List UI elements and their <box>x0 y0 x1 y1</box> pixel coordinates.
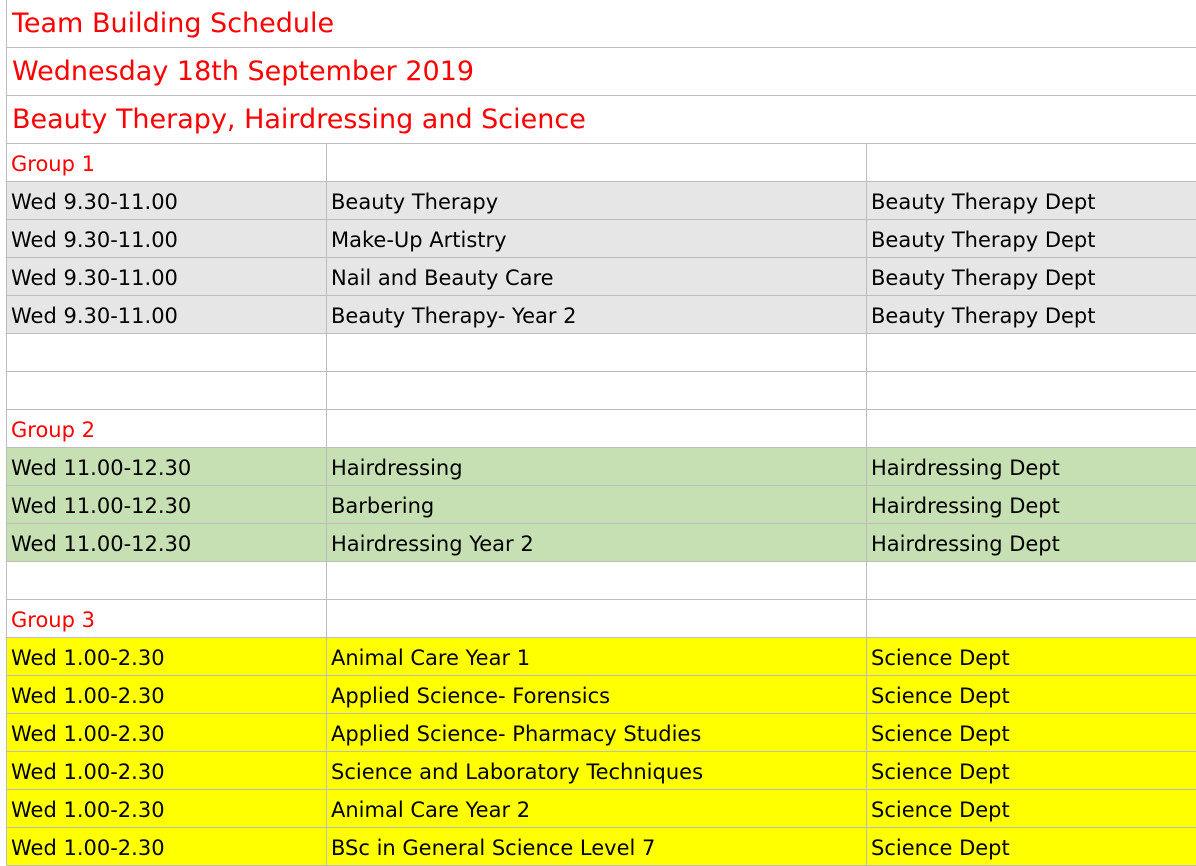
group-header-row <box>7 144 1196 182</box>
time-cell: Wed 1.00-2.30 <box>7 790 327 827</box>
course-cell: Beauty Therapy- Year 2 <box>327 296 867 333</box>
table-row <box>7 714 1196 752</box>
time-cell: Wed 9.30-11.00 <box>7 296 327 333</box>
course-cell: Hairdressing <box>327 448 867 485</box>
department-cell: Science Dept <box>871 798 1010 822</box>
course-cell <box>327 144 867 181</box>
schedule-departments: Beauty Therapy, Hairdressing and Science <box>7 96 1196 144</box>
time-cell: Wed 9.30-11.00 <box>7 220 327 257</box>
department-cell: Science Dept <box>871 646 1010 670</box>
department-cell: Science Dept <box>871 836 1010 860</box>
department-cell <box>867 600 1196 637</box>
schedule-sheet <box>6 0 1196 866</box>
department-cell: Beauty Therapy Dept <box>871 266 1096 290</box>
time-cell: Wed 1.00-2.30 <box>7 638 327 675</box>
course-cell <box>327 334 867 371</box>
table-row <box>7 524 1196 562</box>
department-cell <box>867 410 1196 447</box>
department-cell: Science Dept <box>871 722 1010 746</box>
time-cell <box>7 372 327 409</box>
time-cell: Wed 11.00-12.30 <box>7 486 327 523</box>
department-cell: Beauty Therapy Dept <box>871 304 1096 328</box>
course-cell: Nail and Beauty Care <box>327 258 867 295</box>
time-cell: Wed 11.00-12.30 <box>7 448 327 485</box>
time-cell: Wed 9.30-11.00 <box>7 258 327 295</box>
course-cell: Make-Up Artistry <box>327 220 867 257</box>
course-cell: Applied Science- Pharmacy Studies <box>327 714 867 751</box>
department-cell: Hairdressing Dept <box>871 456 1060 480</box>
department-cell: Hairdressing Dept <box>871 532 1060 556</box>
course-cell: Animal Care Year 1 <box>327 638 867 675</box>
time-cell: Wed 1.00-2.30 <box>7 676 327 713</box>
course-cell: Animal Care Year 2 <box>327 790 867 827</box>
schedule-title: Team Building Schedule <box>7 0 1196 48</box>
course-cell: Beauty Therapy <box>327 182 867 219</box>
course-cell <box>327 410 867 447</box>
table-row <box>7 790 1196 828</box>
group-header-row <box>7 410 1196 448</box>
table-row <box>7 676 1196 714</box>
time-cell <box>7 334 327 371</box>
table-row <box>7 182 1196 220</box>
course-cell: Barbering <box>327 486 867 523</box>
schedule-date: Wednesday 18th September 2019 <box>7 48 1196 96</box>
time-cell: Wed 1.00-2.30 <box>7 828 327 865</box>
course-cell: Hairdressing Year 2 <box>327 524 867 561</box>
table-row <box>7 258 1196 296</box>
time-cell: Wed 9.30-11.00 <box>7 182 327 219</box>
group-label: Group 1 <box>7 144 327 181</box>
empty-row <box>7 372 1196 410</box>
course-cell: Science and Laboratory Techniques <box>327 752 867 789</box>
department-cell: Science Dept <box>871 684 1010 708</box>
time-cell <box>7 562 327 599</box>
group-header-row <box>7 600 1196 638</box>
table-row <box>7 752 1196 790</box>
course-cell: Applied Science- Forensics <box>327 676 867 713</box>
table-row <box>7 296 1196 334</box>
table-row <box>7 448 1196 486</box>
table-row <box>7 828 1196 866</box>
course-cell <box>327 562 867 599</box>
empty-row <box>7 562 1196 600</box>
department-cell <box>867 562 1196 599</box>
course-cell <box>327 372 867 409</box>
department-cell <box>867 334 1196 371</box>
course-cell <box>327 600 867 637</box>
empty-row <box>7 334 1196 372</box>
department-cell: Beauty Therapy Dept <box>871 228 1096 252</box>
department-cell <box>867 372 1196 409</box>
course-cell: BSc in General Science Level 7 <box>327 828 867 865</box>
table-row <box>7 486 1196 524</box>
department-cell: Beauty Therapy Dept <box>871 190 1096 214</box>
time-cell: Wed 1.00-2.30 <box>7 714 327 751</box>
table-row <box>7 638 1196 676</box>
time-cell: Wed 11.00-12.30 <box>7 524 327 561</box>
department-cell <box>867 144 1196 181</box>
table-row <box>7 220 1196 258</box>
group-label: Group 3 <box>7 600 327 637</box>
department-cell: Hairdressing Dept <box>871 494 1060 518</box>
department-cell: Science Dept <box>871 760 1010 784</box>
time-cell: Wed 1.00-2.30 <box>7 752 327 789</box>
group-label: Group 2 <box>7 410 327 447</box>
